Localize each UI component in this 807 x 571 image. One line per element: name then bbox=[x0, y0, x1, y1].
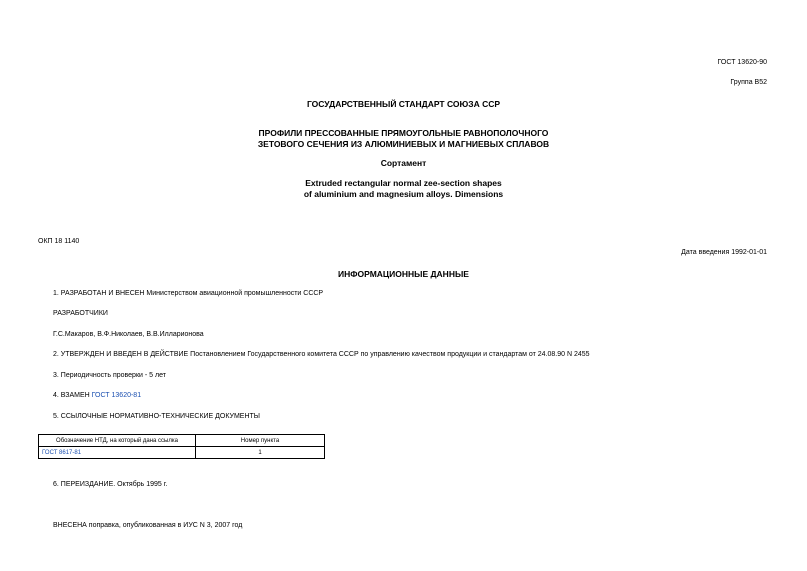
info-item-3: 3. Периодичность проверки - 5 лет bbox=[53, 372, 166, 379]
info-item-4 bbox=[53, 392, 141, 399]
table-cell-clause: 1 bbox=[196, 447, 325, 459]
info-heading: ИНФОРМАЦИОННЫЕ ДАННЫЕ bbox=[338, 269, 469, 279]
doc-number: ГОСТ 13620-90 bbox=[717, 59, 767, 66]
amendment-note: ВНЕСЕНА поправка, опубликованная в ИУС N 3, 2007 год bbox=[53, 522, 243, 529]
developers-names: Г.С.Макаров, В.Ф.Николаев, В.В.Илларионова bbox=[53, 331, 204, 338]
doc-group: Группа В52 bbox=[730, 79, 767, 86]
table-row bbox=[39, 447, 325, 459]
info-item-6: 6. ПЕРЕИЗДАНИЕ. Октябрь 1995 г. bbox=[53, 481, 168, 488]
reference-documents-table bbox=[38, 434, 325, 459]
intro-date: Дата введения 1992-01-01 bbox=[681, 249, 767, 256]
title-ru-line1: ПРОФИЛИ ПРЕССОВАННЫЕ ПРЯМОУГОЛЬНЫЕ РАВНОПОЛОЧНОГО bbox=[258, 128, 549, 138]
table-header-row bbox=[39, 435, 325, 447]
okp-code: ОКП 18 1140 bbox=[38, 238, 80, 245]
title-en-line2: of aluminium and magnesium alloys. Dimensions bbox=[303, 189, 504, 199]
table-header-doc: Обозначение НТД, на который дана ссылка bbox=[39, 435, 196, 447]
state-standard-title: ГОСУДАРСТВЕННЫЙ СТАНДАРТ СОЮЗА ССР bbox=[306, 99, 501, 109]
title-ru-line2: ЗЕТОВОГО СЕЧЕНИЯ ИЗ АЛЮМИНИЕВЫХ И МАГНИЕВЫХ СПЛАВОВ bbox=[257, 139, 550, 149]
info-item-5: 5. ССЫЛОЧНЫЕ НОРМАТИВНО-ТЕХНИЧЕСКИЕ ДОКУМЕНТЫ bbox=[53, 413, 260, 420]
info-item-2: 2. УТВЕРЖДЕН И ВВЕДЕН В ДЕЙСТВИЕ Постановлением Государственного комитета СССР по управлению качеством продукции и стандартам от 24.08.90 N 2455 bbox=[53, 351, 590, 358]
developers-label: РАЗРАБОТЧИКИ bbox=[53, 310, 108, 317]
gost-13620-81-link[interactable]: ГОСТ 13620-81 bbox=[91, 392, 142, 399]
info-item-1: 1. РАЗРАБОТАН И ВНЕСЕН Министерством авиационной промышленности СССР bbox=[53, 290, 324, 297]
title-en-line1: Extruded rectangular normal zee-section shapes bbox=[305, 178, 502, 188]
gost-8617-81-link[interactable]: ГОСТ 8617-81 bbox=[42, 449, 82, 456]
info-item-4-prefix: 4. ВЗАМЕН bbox=[53, 392, 92, 399]
table-header-clause: Номер пункта bbox=[196, 435, 325, 447]
table-cell-doc bbox=[39, 447, 196, 459]
subtitle: Сортамент bbox=[380, 158, 427, 168]
